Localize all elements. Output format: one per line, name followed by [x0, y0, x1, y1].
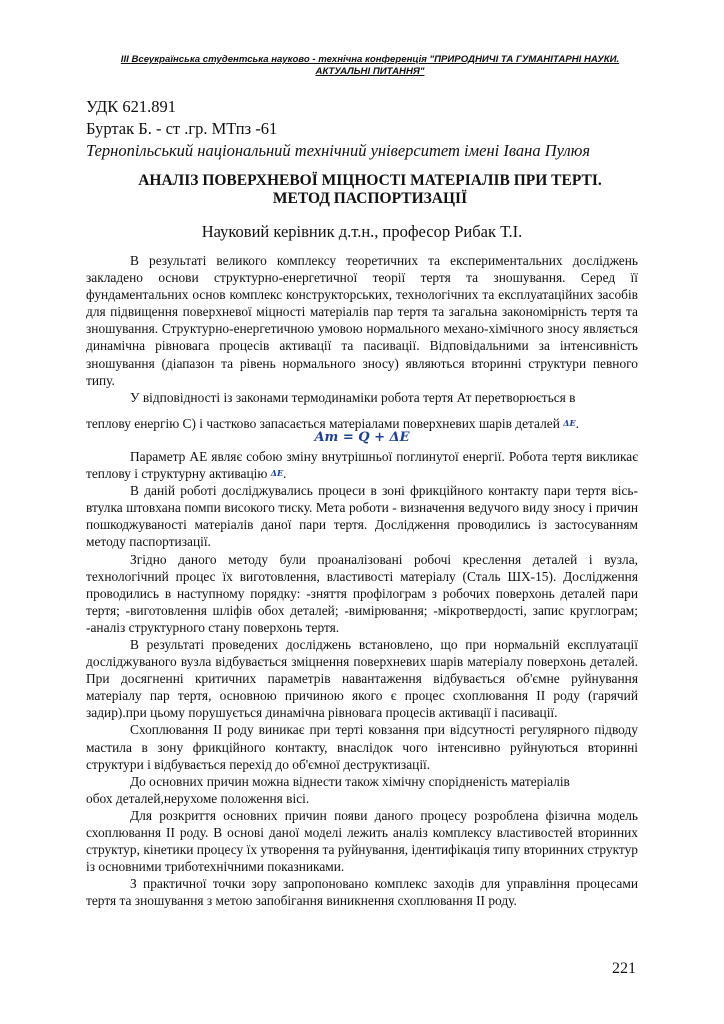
friction-work-formula: Aт = Q + ΔE [314, 429, 410, 445]
affiliation: Тернопільський національний технічний університет імені Івана Пулюя [86, 141, 591, 160]
paragraph-2-line-1: У відповідності із законами термодинаміки робота тертя Ат перетворюється в [130, 389, 576, 405]
supervisor: Науковий керівник д.т.н., професор Рибак Т.І. [201, 222, 523, 241]
paragraph-8-line-1: До основних причин можна віднести також хімічну спорідненість матеріалів [130, 773, 570, 789]
conference-header [90, 54, 650, 78]
paragraph-3-end: . [283, 466, 287, 482]
delta-e-symbol: ΔE [563, 417, 576, 428]
paragraph-7: Схоплювання II роду виникає при терті ковзання при відсутності регулярного підводу мастила в зону фрикційного контакту, внаслідок чого інтенсивно руйнуються вторинні структури і відбувається перехід до об'ємної деструктизації. [86, 722, 638, 772]
udk-code: УДК 621.891 [86, 97, 177, 116]
title-line-1: АНАЛІЗ ПОВЕРХНЕВОЇ МІЦНОСТІ МАТЕРІАЛІВ ПРИ ТЕРТІ. [138, 172, 602, 189]
paragraph-3-text: Параметр АЕ являє собою зміну внутрішньої поглинутої енергії. Робота тертя викликає теплову і структурну активацію [86, 448, 638, 482]
paragraph-2-text: теплову енергію С) і частково запасається матеріалами поверхневих шарів деталей [86, 415, 560, 431]
paragraph-9: Для розкриття основних причин появи даного процесу розроблена фізична модель схоплювання II роду. В основі даної моделі лежить аналіз комплексу властивостей вторинних структур, кінетики процесу їх утворення та руйнування, ідентифікація типу вторинних структур із основними триботехнічними показниками. [86, 807, 638, 875]
header-line-2: АКТУАЛЬНІ ПИТАННЯ" [315, 66, 425, 77]
delta-e-symbol: ΔE [270, 468, 284, 479]
paragraph-2-end: . [575, 415, 579, 431]
author-line: Буртак Б. - ст .гр. МТпз -61 [86, 119, 278, 138]
header-line-1: III Всеукраїнська студентська науково - технічна конференція "ПРИРОДНИЧІ ТА ГУМАНІТАРНІ НАУКИ. [120, 54, 620, 65]
paragraph-6: В результаті проведених досліджень встановлено, що при нормальній експлуатації досліджуваного вузла відбувається зміцнення поверхневих шарів матеріалу поверхонь деталей. При досягненні критичних параметрів навантаження відбувається об'ємне руйнування матеріалу пар тертя, основною причиною якого є процес схоплювання II роду (гарячий задир).при цьому порушується динамічна рівновага процесів активації і пасивації. [86, 636, 638, 721]
paper-body [86, 252, 638, 909]
paragraph-10: З практичної точки зору запропоновано комплекс заходів для управління процесами тертя та зношування з метою запобігання виникнення схоплювання II роду. [86, 876, 638, 909]
paragraph-3 [86, 448, 638, 482]
title-line-2: МЕТОД ПАСПОРТИЗАЦІЇ [272, 190, 468, 207]
paragraph-1: В результаті великого комплексу теоретичних та експериментальних досліджень закладено основи структурно-енергетичної теорії тертя та зношування. Серед її фундаментальних основ комплекс конструкторських, технологічних та експлуатаційних засобів для підвищення поверхневої міцності матеріалів пар тертя та загальна закономірність тертя та зношування. Структурно-енергетичною умовою нормального механо-хімічного зносу являється динамічна рівновага процесів активації та пасивації. Відповідальними за інтенсивність зношування (діапазон та рівень нормального зносу) являються вторинні структури певного типу. [86, 253, 638, 388]
paper-title [100, 172, 640, 208]
paragraph-8-line-2: обох деталей,нерухоме положення вісі. [86, 790, 310, 806]
page-number: 221 [612, 960, 636, 977]
paragraph-5: Згідно даного методу були проаналізовані робочі креслення деталей і вузла, технологічний процес їх виготовлення, властивості матеріалу (Сталь ШХ-15). Дослідження проводились в наступному порядку: -зняття профілограм з робочих поверхонь деталей пари тертя; -виготовлення шліфів обох деталей; -вимірювання; -мікротвердості, запис круглограм; -аналіз структурного стану поверхонь тертя. [86, 551, 638, 635]
paragraph-4: В даній роботі досліджувались процеси в зоні фрикційного контакту пари тертя вісь-втулка штовхана помпи високого тиску. Мета роботи - визначення ведучого виду зносу і причин пошкоджуваності матеріалів даної пари тертя. Дослідження проводились із застосуванням методу паспортизації. [86, 483, 638, 550]
